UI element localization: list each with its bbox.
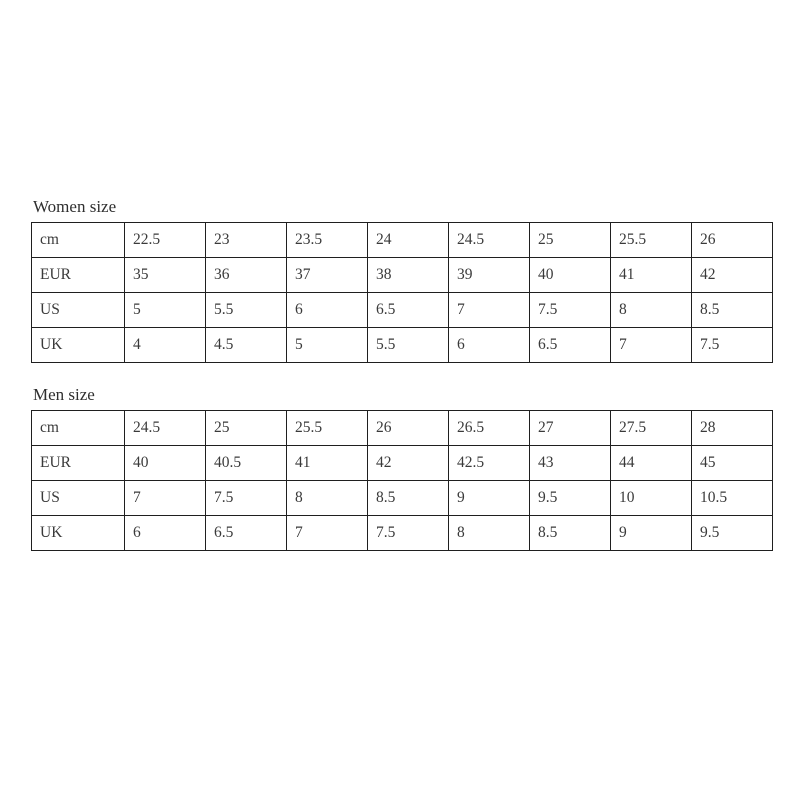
size-value-cell: 7.5	[530, 293, 611, 328]
men-size-title: Men size	[33, 385, 95, 404]
size-value-cell: 23.5	[287, 223, 368, 258]
size-value-cell: 10	[611, 481, 692, 516]
size-value-cell: 4	[125, 328, 206, 363]
size-value-cell: 7	[611, 328, 692, 363]
size-value-cell: 6	[125, 516, 206, 551]
size-value-cell: 6.5	[206, 516, 287, 551]
size-value-cell: 24	[368, 223, 449, 258]
size-value-cell: 9	[449, 481, 530, 516]
row-label-cell: US	[32, 481, 125, 516]
row-label-cell: UK	[32, 516, 125, 551]
table-row	[32, 516, 773, 551]
size-value-cell: 8	[449, 516, 530, 551]
size-value-cell: 6	[449, 328, 530, 363]
size-value-cell: 37	[287, 258, 368, 293]
table-row	[32, 258, 773, 293]
size-value-cell: 42.5	[449, 446, 530, 481]
size-value-cell: 7.5	[692, 328, 773, 363]
row-label-cell: US	[32, 293, 125, 328]
size-value-cell: 7	[125, 481, 206, 516]
size-value-cell: 10.5	[692, 481, 773, 516]
table-row	[32, 328, 773, 363]
men-size-table	[31, 410, 773, 551]
size-value-cell: 41	[287, 446, 368, 481]
row-label-cell: cm	[32, 223, 125, 258]
size-value-cell: 5	[125, 293, 206, 328]
table-row	[32, 411, 773, 446]
size-value-cell: 42	[368, 446, 449, 481]
size-value-cell: 36	[206, 258, 287, 293]
size-value-cell: 5	[287, 328, 368, 363]
size-value-cell: 25.5	[287, 411, 368, 446]
size-value-cell: 7.5	[368, 516, 449, 551]
women-size-table-body	[32, 223, 773, 363]
size-value-cell: 7.5	[206, 481, 287, 516]
size-value-cell: 5.5	[368, 328, 449, 363]
size-value-cell: 7	[287, 516, 368, 551]
size-value-cell: 8.5	[530, 516, 611, 551]
size-value-cell: 25.5	[611, 223, 692, 258]
women-size-section	[31, 196, 773, 363]
size-value-cell: 38	[368, 258, 449, 293]
size-value-cell: 43	[530, 446, 611, 481]
size-value-cell: 35	[125, 258, 206, 293]
row-label-cell: EUR	[32, 446, 125, 481]
size-value-cell: 4.5	[206, 328, 287, 363]
table-row	[32, 223, 773, 258]
size-value-cell: 6.5	[368, 293, 449, 328]
size-value-cell: 8.5	[368, 481, 449, 516]
size-value-cell: 27	[530, 411, 611, 446]
size-value-cell: 26	[368, 411, 449, 446]
row-label-cell: EUR	[32, 258, 125, 293]
men-size-section	[31, 384, 773, 551]
size-value-cell: 6.5	[530, 328, 611, 363]
size-value-cell: 25	[206, 411, 287, 446]
size-value-cell: 40	[125, 446, 206, 481]
table-row	[32, 481, 773, 516]
size-value-cell: 8.5	[692, 293, 773, 328]
size-value-cell: 26.5	[449, 411, 530, 446]
size-value-cell: 23	[206, 223, 287, 258]
size-value-cell: 24.5	[449, 223, 530, 258]
size-value-cell: 44	[611, 446, 692, 481]
size-value-cell: 26	[692, 223, 773, 258]
size-value-cell: 40	[530, 258, 611, 293]
size-value-cell: 40.5	[206, 446, 287, 481]
size-value-cell: 28	[692, 411, 773, 446]
table-row	[32, 446, 773, 481]
size-value-cell: 41	[611, 258, 692, 293]
size-value-cell: 22.5	[125, 223, 206, 258]
table-row	[32, 293, 773, 328]
size-value-cell: 6	[287, 293, 368, 328]
row-label-cell: UK	[32, 328, 125, 363]
men-size-table-body	[32, 411, 773, 551]
size-value-cell: 24.5	[125, 411, 206, 446]
women-size-table	[31, 222, 773, 363]
size-value-cell: 8	[287, 481, 368, 516]
size-value-cell: 42	[692, 258, 773, 293]
women-size-title: Women size	[33, 197, 117, 216]
size-value-cell: 45	[692, 446, 773, 481]
size-value-cell: 39	[449, 258, 530, 293]
size-value-cell: 7	[449, 293, 530, 328]
row-label-cell: cm	[32, 411, 125, 446]
size-value-cell: 9.5	[530, 481, 611, 516]
size-value-cell: 9.5	[692, 516, 773, 551]
size-value-cell: 5.5	[206, 293, 287, 328]
size-value-cell: 9	[611, 516, 692, 551]
size-value-cell: 25	[530, 223, 611, 258]
size-value-cell: 27.5	[611, 411, 692, 446]
size-value-cell: 8	[611, 293, 692, 328]
